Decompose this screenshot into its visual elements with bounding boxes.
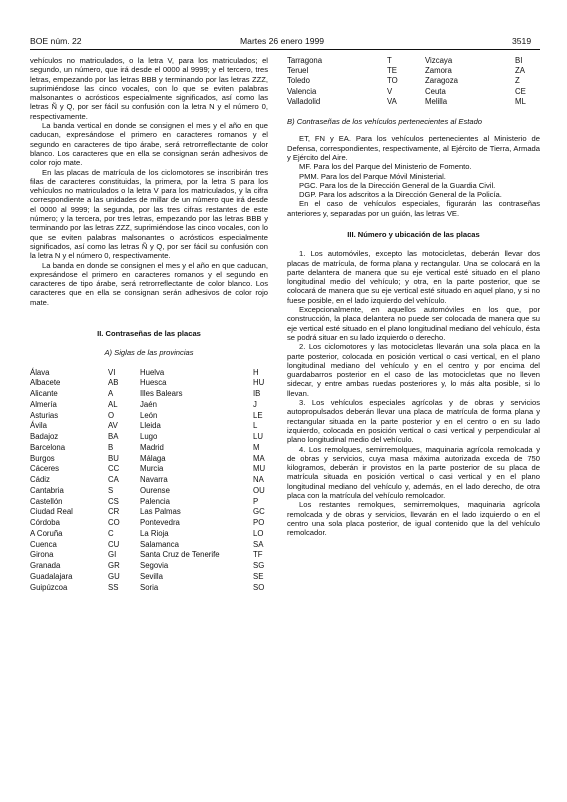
province-name: Cáceres	[30, 464, 60, 474]
province-code: IB	[253, 389, 261, 399]
province-name: Málaga	[140, 453, 166, 463]
province-code: PO	[253, 518, 265, 528]
province-row	[30, 475, 278, 486]
province-code: AV	[108, 421, 118, 431]
province-code: VA	[387, 96, 397, 106]
province-code: HU	[253, 378, 265, 388]
paragraph-automobiles: 1. Los automóviles, excepto las motocicletas, deberán llevar dos placas de matrícula, de forma plana y rectangular. Una se colocará en la parte delantera de manera que su eje vertical esté situado en el plano longitudinal medio del vehículo; y otra, en la parte posterior, que se colocará de manera que su eje vertical esté situado en aquel plano, y si no fuese posible, en el lado izquierdo del vehículo.	[287, 249, 540, 305]
paragraph-plates-continued: vehículos no matriculados, o la letra V, para los matriculados; el segundo, un número, que irá desde el 0000 al 9999; y el tercero, tres letras, empezando por las letras BBB y terminando por las letras ZZZ, suprimiéndose las cinco vocales, con lo que se eviten palabras malsonantes o acrósticos especialmente significados, así como las letras Ñ y Q, por ser fácil su confusión con la letra N y el número 0, respectivamente.	[30, 56, 268, 121]
province-code: NA	[253, 475, 264, 485]
province-name: Zamora	[425, 66, 452, 76]
province-code: TF	[253, 550, 263, 560]
province-name: Tarragona	[287, 56, 323, 65]
section-iii-title: III. Número y ubicación de las placas	[347, 229, 480, 239]
province-code: OU	[253, 485, 265, 495]
paragraph-pgc: PGC. Para los de la Dirección General de la Guardia Civil.	[299, 180, 496, 190]
header-rule	[30, 49, 540, 50]
province-row	[30, 572, 278, 583]
province-code: B	[108, 442, 114, 452]
province-code: S	[108, 485, 114, 495]
journal-issue: BOE núm. 22	[30, 36, 82, 46]
province-row	[287, 66, 540, 76]
province-row	[30, 507, 278, 518]
province-code: T	[387, 56, 392, 65]
province-row	[30, 454, 278, 465]
province-name: Córdoba	[30, 518, 60, 528]
province-code: MU	[253, 464, 266, 474]
paragraph-trailers: 4. Los remolques, semirremolques, maquinaria agrícola remolcada y de obras y servicios, cuya masa máxima autorizada exceda de 750 kilogramos, deberán ir provistos en la parte posterior de su placa de matrícula situada en posición vertical o casi vertical y en el plano longitudinal mediano del vehículo y, además, en el lado derecho, de otra placa con la matrícula del vehículo remolcador.	[287, 444, 540, 500]
province-name: Santa Cruz de Tenerife	[140, 550, 220, 560]
province-row	[30, 389, 278, 400]
province-name: Badajoz	[30, 432, 59, 442]
province-name: Melilla	[425, 96, 448, 106]
paragraph-vertical-band: La banda vertical en donde se consignen el mes y el año en que caducan, expresándose el primero en caracteres romanos y el segundo en caracteres de tipo árabe, será retrorreflectante de color blanco. Los caracteres que en ella se consignan serán adhesivos de color rojo mate.	[30, 121, 268, 168]
province-code: ML	[515, 96, 526, 106]
paragraph-dgp: DGP. Para los adscritos a la Dirección General de la Policía.	[299, 190, 502, 200]
province-name: Albacete	[30, 378, 61, 388]
province-code: Z	[515, 76, 520, 86]
province-name: Jaén	[140, 399, 157, 409]
province-name: Ávila	[30, 421, 47, 431]
paragraph-other-trailers: Los restantes remolques, semirremolques, maquinaria agrícola remolcada y de obras y servicios, llevarán en el lado izquierdo o en el centro una sola placa posterior, de igual contenido que la del vehículo remolcador.	[287, 500, 540, 538]
right-column	[287, 56, 540, 537]
province-row	[30, 518, 278, 529]
province-code: J	[253, 399, 257, 409]
province-code: GC	[253, 507, 265, 517]
province-code: BA	[108, 432, 119, 442]
province-row	[30, 443, 278, 454]
province-name: Navarra	[140, 475, 168, 485]
province-name: Pontevedra	[140, 518, 180, 528]
province-code: SO	[253, 582, 265, 592]
province-code: C	[108, 528, 114, 538]
paragraph-pmm: PMM. Para los del Parque Móvil Ministerial.	[299, 171, 446, 181]
province-row	[30, 540, 278, 551]
province-code: AL	[108, 399, 118, 409]
province-row	[30, 550, 278, 561]
province-name: Ciudad Real	[30, 507, 73, 517]
province-name: Ourense	[140, 485, 170, 495]
province-code: SA	[253, 539, 264, 549]
province-name: Valladolid	[287, 96, 321, 106]
section-ii-title: II. Contraseñas de las placas	[97, 329, 201, 339]
province-code: GU	[108, 571, 120, 581]
province-name: Teruel	[287, 66, 309, 76]
paragraph-moped-plates: En las placas de matrícula de los ciclomotores se inscribirán tres filas de caracteres constituidas, la primera, por la letra S para los vehículos no matriculados o la letra V para los matriculados, y la cifra correspondiente a las unidades de millar de un número que irá desde el 0000 al 9999; la segunda, por las tres cifras restantes de este número; y la tercera, por tres letras, empezando por las letras BBB y terminando por las letras ZZZ, suprimiéndose las cinco vocales, con lo que se eviten palabras malsonantes o acrósticos especialmente significados, así como las letras Ñ y Q, por ser fácil su confusión con la letra N y el número 0, respectivamente.	[30, 167, 268, 261]
left-column	[30, 56, 268, 593]
province-name: Salamanca	[140, 539, 180, 549]
province-code: CO	[108, 518, 120, 528]
province-name: Las Palmas	[140, 507, 181, 517]
province-code: VI	[108, 367, 116, 377]
province-code: H	[253, 367, 259, 377]
province-name: Valencia	[287, 86, 317, 96]
province-name: A Coruña	[30, 528, 63, 538]
paragraph-exception: Excepcionalmente, en aquellos automóviles en los que, por construcción, la placa delantera no puede ser colocada de manera que su eje vertical esté situado en el plano longitudinal mediano del vehículo, ésta se podrá situar en su lado izquierdo o derecho.	[287, 305, 540, 342]
province-code: ZA	[515, 66, 525, 76]
province-name: Madrid	[140, 442, 164, 452]
province-code: TE	[387, 66, 397, 76]
province-code: P	[253, 496, 259, 506]
province-name: Cádiz	[30, 475, 50, 485]
province-code: LU	[253, 432, 263, 442]
subsection-a-title: A) Siglas de las provincias	[104, 348, 194, 358]
subsection-b-title: B) Contraseñas de los vehículos pertenecientes al Estado	[287, 117, 483, 127]
province-row	[287, 56, 540, 66]
province-name: Lleida	[140, 421, 161, 431]
province-code: TO	[387, 76, 398, 86]
province-name: Huesca	[140, 378, 167, 388]
province-code: MA	[253, 453, 265, 463]
province-name: Girona	[30, 550, 54, 560]
province-code: BI	[515, 56, 523, 65]
province-name: Cantabria	[30, 485, 64, 495]
province-name: Asturias	[30, 410, 59, 420]
province-code: CS	[108, 496, 119, 506]
province-name: Vizcaya	[425, 56, 453, 65]
province-name: Huelva	[140, 367, 165, 377]
province-name: Guadalajara	[30, 571, 73, 581]
province-code: SE	[253, 571, 264, 581]
province-row	[30, 486, 278, 497]
province-name: Lugo	[140, 432, 158, 442]
province-name: Ceuta	[425, 86, 446, 96]
province-name: Zaragoza	[425, 76, 458, 86]
province-name: Murcia	[140, 464, 164, 474]
paragraph-mf: MF. Para los del Parque del Ministerio de Fomento.	[299, 162, 472, 172]
province-code: GR	[108, 561, 120, 571]
province-code: BU	[108, 453, 119, 463]
province-name: Soria	[140, 582, 159, 592]
province-code: LE	[253, 410, 263, 420]
province-code: A	[108, 389, 114, 399]
province-name: Cuenca	[30, 539, 57, 549]
province-code: O	[108, 410, 115, 420]
province-row	[287, 97, 540, 107]
province-code: CA	[108, 475, 119, 485]
paragraph-motorcycles: 2. Los ciclomotores y las motocicletas llevarán una sola placa en la parte posterior, colocada en posición vertical o casi vertical, en el plano longitudinal mediano del vehículo y en el centro y por encima del guardabarros posterior en el caso de las motocicletas que no lleven sidecar, y entre ambas ruedas posteriores y, lo más alta posible, si lo llevan.	[287, 342, 540, 398]
province-row	[30, 378, 278, 389]
publication-date: Martes 26 enero 1999	[240, 36, 325, 46]
province-row	[30, 421, 278, 432]
province-row	[287, 87, 540, 97]
paragraph-special-agricultural: 3. Los vehículos especiales agrícolas y de obras y servicios autopropulsados deberán llevar una placa de matrícula de forma plana y rectangular situada en la parte posterior y en el centro o en su lado izquierdo, colocada en posición vertical o casi vertical y perpendicular al plano longitudinal medio del vehículo.	[287, 398, 540, 445]
province-code: CE	[515, 86, 526, 96]
province-code: L	[253, 421, 258, 431]
paragraph-moped-band: La banda en donde se consignen el mes y el año en que caducan, expresándose el primero en caracteres romanos y el segundo en caracteres de tipo árabe, será retrorreflectante de color blanco. Los caracteres que en ella se consignan serán adhesivos de color rojo mate.	[30, 260, 268, 307]
province-name: Burgos	[30, 453, 55, 463]
province-code: SG	[253, 561, 265, 571]
province-code: CR	[108, 507, 120, 517]
province-row	[30, 411, 278, 422]
province-name: Álava	[30, 367, 50, 377]
paragraph-defense: ET, FN y EA. Para los vehículos pertenecientes al Ministerio de Defensa, correspondientes, respectivamente, al Ejército de Tierra, Armada y Ejército del Aire.	[287, 134, 540, 162]
province-name: Castellón	[30, 496, 63, 506]
province-name: León	[140, 410, 158, 420]
province-name: Toledo	[287, 76, 310, 86]
province-name: La Rioja	[140, 528, 169, 538]
province-codes-table-left	[30, 368, 278, 594]
province-row	[30, 368, 278, 379]
province-name: Palencia	[140, 496, 170, 506]
province-name: Illes Balears	[140, 389, 183, 399]
province-row	[30, 497, 278, 508]
province-row	[30, 432, 278, 443]
page-number: 3519	[512, 36, 532, 46]
province-code: GI	[108, 550, 117, 560]
province-row	[30, 583, 278, 594]
province-code: CC	[108, 464, 120, 474]
province-code: V	[387, 86, 393, 96]
province-name: Sevilla	[140, 571, 163, 581]
province-codes-table-right	[287, 56, 540, 107]
province-row	[30, 529, 278, 540]
province-code: SS	[108, 582, 119, 592]
province-name: Almería	[30, 399, 57, 409]
province-name: Segovia	[140, 561, 169, 571]
province-name: Granada	[30, 561, 61, 571]
province-row	[287, 76, 540, 86]
province-row	[30, 464, 278, 475]
province-row	[30, 561, 278, 572]
province-name: Guipúzcoa	[30, 582, 68, 592]
province-name: Barcelona	[30, 442, 66, 452]
province-row	[30, 400, 278, 411]
province-name: Alicante	[30, 389, 58, 399]
paragraph-special-vehicles: En el caso de vehículos especiales, figurarán las contraseñas anteriores y, separadas por un guión, las letras VE.	[287, 199, 540, 218]
province-code: M	[253, 442, 260, 452]
province-code: AB	[108, 378, 119, 388]
province-code: CU	[108, 539, 120, 549]
province-code: LO	[253, 528, 264, 538]
